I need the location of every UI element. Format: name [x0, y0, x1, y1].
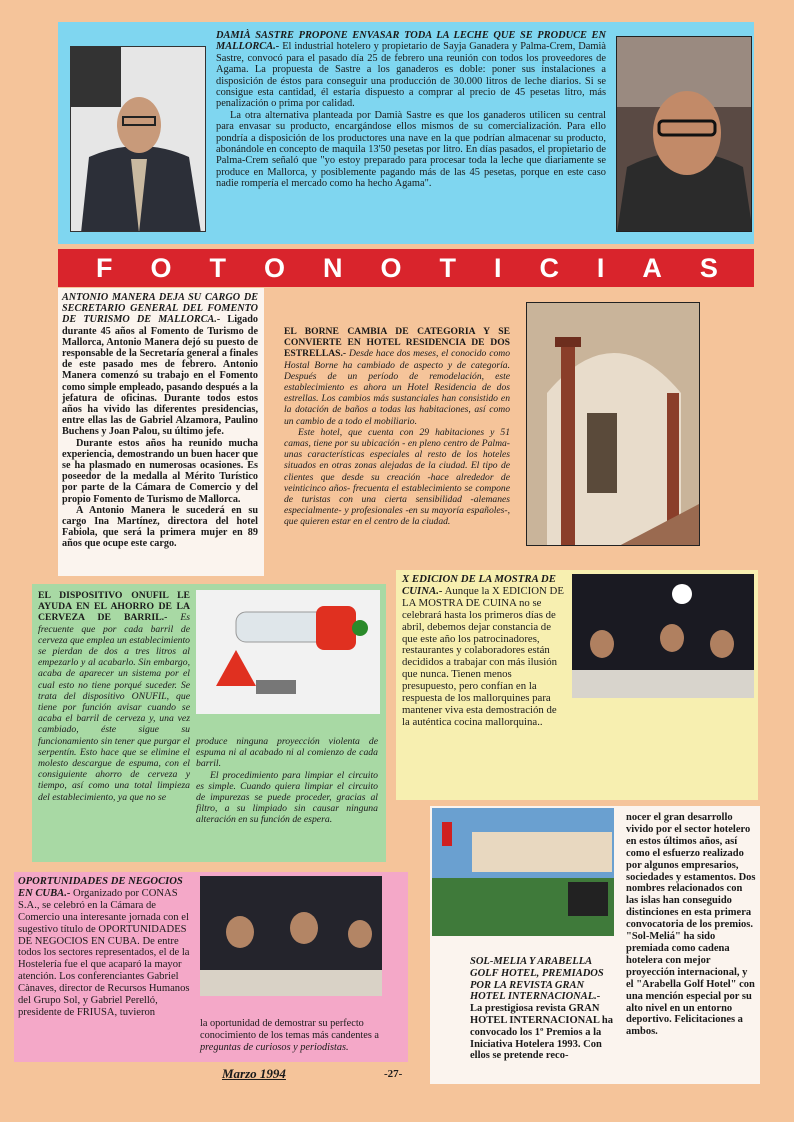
banner-letter: T [439, 252, 456, 283]
banner-letter: F [96, 252, 113, 283]
manera-headline: ANTONIO MANERA DEJA SU CARGO DE SECRETARIO GENERAL DEL FOMENTO DE TURISMO DE MALLORCA.- [62, 292, 258, 326]
cuba-meeting-photo [200, 876, 382, 996]
cuina-headline: X EDICION DE LA MOSTRA DE CUINA.- [402, 573, 556, 597]
borne-paragraph-1: Desde hace dos meses, el conocido como Hostal Borne ha cambiado de aspecto y de categoría. Después de un período de remodelación, este establecimiento es ahora un Hotel Residencia de dos estrellas. Los cambios más sustanciales han consistido en la dotación de baños a todas las habitaciones, así como un cambio de a todo el mobiliario. [284, 348, 510, 427]
borne-article-text [284, 326, 510, 528]
manera-paragraph-3: A Antonio Manera le sucederá en su cargo Ina Martínez, directora del hotel Fabiola, que será la primera mujer en 89 años que ocupe este cargo. [62, 504, 258, 550]
hotel-photo-icon [432, 808, 614, 936]
fotonoticias-banner [58, 249, 754, 287]
banner-letter: I [493, 252, 502, 283]
melia-article-text-col1 [470, 956, 614, 1062]
melia-headline: SOL-MELIA Y ARABELLA GOLF HOTEL, PREMIADOS POR LA REVISTA GRAN HOTEL INTERNACIONAL.- [470, 956, 604, 1003]
melia-hotel-photo [432, 808, 614, 936]
sastre-paragraph-2: La otra alternativa planteada por Damià Sastre es que los ganaderos utilicen su central para envasar su producto, encargándose ellos mismos de su comercialización. Para ello pondría a disposición de los productores una nave en la que podrían almacenar su producto, abonándole en concepto de maquila 13'50 pesetas por litro. En días pasados, el propietario de Palma-Crem señaló que "yo estoy preparado para procesar toda la leche que diariamente se produce en Mallorca, y posiblemente pagando más de las 45 pesetas, porque en este caso nadie rompería el mercado como ha hecho Agama". [216, 109, 606, 190]
hotel-interior-photo-icon [527, 303, 700, 546]
melia-paragraph-2: nocer el gran desarrollo vivido por el sector hotelero en estos últimos años, así como el esfuerzo realizado por algunos empresarios, sociedades y estamentos. Dos nombres relacionados con las islas han conseguido distinciones en esta primera convocatoria de los premios. "Sol-Meliá" ha sido premiada como cadena hotelera con mejor proyección internacional, y el "Arabella Golf Hotel" con una mención especial por su alto nivel en un entorno deportivo. Felicitaciones a ambos. [626, 812, 756, 1038]
manera-article-text [62, 292, 258, 550]
manera-paragraph-2: Durante estos años ha reunido mucha experiencia, demostrando un buen hacer que se ha plasmado en numerosas ocasiones. Es poseedor de la medalla al Mérito Turístico por parte de la Cámara de Comercio y del propio Fomento de Turismo de Mallorca. [62, 437, 258, 505]
onufil-headline: EL DISPOSITIVO ONUFIL LE AYUDA EN EL AHORRO DE LA CERVEZA DE BARRIL.- [38, 590, 190, 624]
melia-article-text-col2 [626, 812, 756, 1038]
camera-photo-icon [617, 37, 752, 232]
sastre-portrait-photo [616, 36, 752, 232]
borne-headline: EL BORNE CAMBIA DE CATEGORIA Y SE CONVIERTE EN HOTEL RESIDENCIA DE DOS ESTRELLAS.- [284, 326, 510, 360]
footer-page-number: -27- [384, 1068, 403, 1080]
onufil-paragraph-1: Es frecuente que por cada barril de cerveza que emplea un establecimiento se pierdan de dos a tres litros al empezarlo y al acabarlo. Sin embargo, acaba de aparecer un sistema por el cual esto no tiene porqué suceder. Se trata del dispositivo ONUFIL, que tiene por función avisar cuando se acaba el barril de cerveza y, una vez cambiado, éste sigue su funcionamiento sin tener que purgar el serpentín. Esto hace que se elimine el molesto descargue de espuma, con el consiguiente ahorro de cerveza y tiempo, así como una total limpieza del establecimiento, ya que no se [38, 612, 191, 803]
cuba-article-text-col2 [200, 1018, 380, 1053]
manera-portrait-photo [70, 46, 206, 232]
cuina-article-text [402, 574, 564, 729]
conference-photo-icon [200, 876, 382, 996]
banner-letter: A [642, 252, 662, 283]
manera-paragraph-1: Ligado durante 45 años al Fomento de Turismo de Mallorca, Antonio Manera dejó su puesto de responsable de la Secretaría general a finales de este pasado mes de febrero. Antonio Manera comenzó su trabajo en el Fomento como simple empleado, pasando después a la jefatura de oficinas. Durante todos estos años ha vivido las diferentes presidencias, entre ellas las de Gabriel Alzamora, Paulino Buchens y Joan Palou, su último jefe. [62, 314, 258, 438]
sastre-headline: DAMIÀ SASTRE PROPONE ENVASAR TODA LA LECHE QUE SE PRODUCE EN MALLORCA.- [216, 30, 606, 53]
beer-device-photo-icon [196, 590, 380, 714]
portrait-photo-icon [71, 47, 206, 232]
banner-letter: C [539, 252, 559, 283]
cuba-article-text-col1 [18, 876, 194, 1019]
sastre-paragraph-1: El industrial hotelero y propietario de Sayja Ganadera y Palma-Crem, Damià Sastre, convocó para el pasado día 25 de febrero una reunión con todos los proveedores de Agama. La propuesta de Sastre a los ganaderos es doble: poner sus instalaciones a disposición de éstos para conseguir una producción de 30.000 litros de leche diarios. Si se consigue esta cantidad, él estaría dispuesto a comprar al precio de 45 pesetas litro, más penalización o prima por calidad. [216, 41, 606, 110]
onufil-article-text-col1 [38, 590, 190, 803]
cuba-headline: OPORTUNIDADES DE NEGOCIOS EN CUBA.- [18, 876, 183, 899]
cuina-meeting-photo [572, 574, 754, 698]
onufil-device-photo [196, 590, 380, 714]
borne-hotel-photo [526, 302, 700, 546]
banner-letter: S [699, 252, 718, 283]
cuba-paragraph-2a: la oportunidad de demostrar su perfecto conocimiento de los temas más candentes a [200, 1018, 379, 1041]
banner-letter: O [380, 252, 402, 283]
onufil-paragraph-3: El procedimiento para limpiar el circuito es simple. Cuando quiera limpiar el circuito de impurezas se puede proceder, gracias al filtro, a su limpiado sin causar ninguna alteración en su función de espera. [196, 769, 378, 826]
borne-paragraph-2: Este hotel, que cuenta con 29 habitaciones y 51 camas, tiene por su ubicación - en pleno centro de Palma- unas características especiales al resto de los hoteles situados en otras zonas alejadas de la ciudad. El tipo de clientes que desde su creación -hace alrededor de veinticinco años- frecuenta el establecimiento se compone de turistas con una cierta sensibilidad -alemanes especialmente- y profesionales -en su mayoría españoles-, que quieren estar en el centro de la ciudad. [284, 426, 510, 528]
banner-letter: T [209, 252, 226, 283]
onufil-article-text-col2 [196, 736, 378, 826]
onufil-paragraph-2: produce ninguna proyección violenta de espuma ni al acabado ni al comienzo de cada barril. [196, 736, 378, 770]
meeting-photo-icon [572, 574, 754, 698]
melia-paragraph-1: La prestigiosa revista GRAN HOTEL INTERNACIONAL ha convocado los 1º Premios a la Iniciativa Hotelera 1993. Con ellos se pretende reco- [470, 1003, 613, 1062]
cuba-paragraph-2b: preguntas de curiosos y periodistas. [200, 1041, 349, 1053]
banner-letter: N [322, 252, 343, 283]
cuba-paragraph-1: Organizado por CONAS S.A., se celebró en la Cámara de Comercio una interesante jornada con el sugestivo título de OPORTUNIDADES DE NEGOCIOS EN CUBA. De entre todos los sectores representados, el de la Hostelería fue el que acaparó la mayor atención. Los conferenciantes Gabriel Cànaves, director de Recursos Humanos del Grupo Sol, y Gabriel Perelló, presidente de FRIUSA, tuvieron [18, 887, 190, 1018]
sastre-article-text [216, 30, 606, 190]
banner-letter: O [263, 252, 285, 283]
banner-letter: O [150, 252, 172, 283]
cuina-paragraph-1: Aunque la X EDICION DE LA MOSTRA DE CUINA no se celebrará hasta los primeros días de abril, debemos dejar constancia de que este año los patrocinadores, restaurantes y colaboradores están decididos a trabajar con más ilusión que nunca. Tienen menos presupuesto, pero confían en la respuesta de los mallorquines para mantener viva esta demostración de la auténtica cocina mallorquina.. [402, 584, 564, 728]
footer-date: Marzo 1994 [222, 1066, 286, 1081]
banner-letter: I [596, 252, 605, 283]
